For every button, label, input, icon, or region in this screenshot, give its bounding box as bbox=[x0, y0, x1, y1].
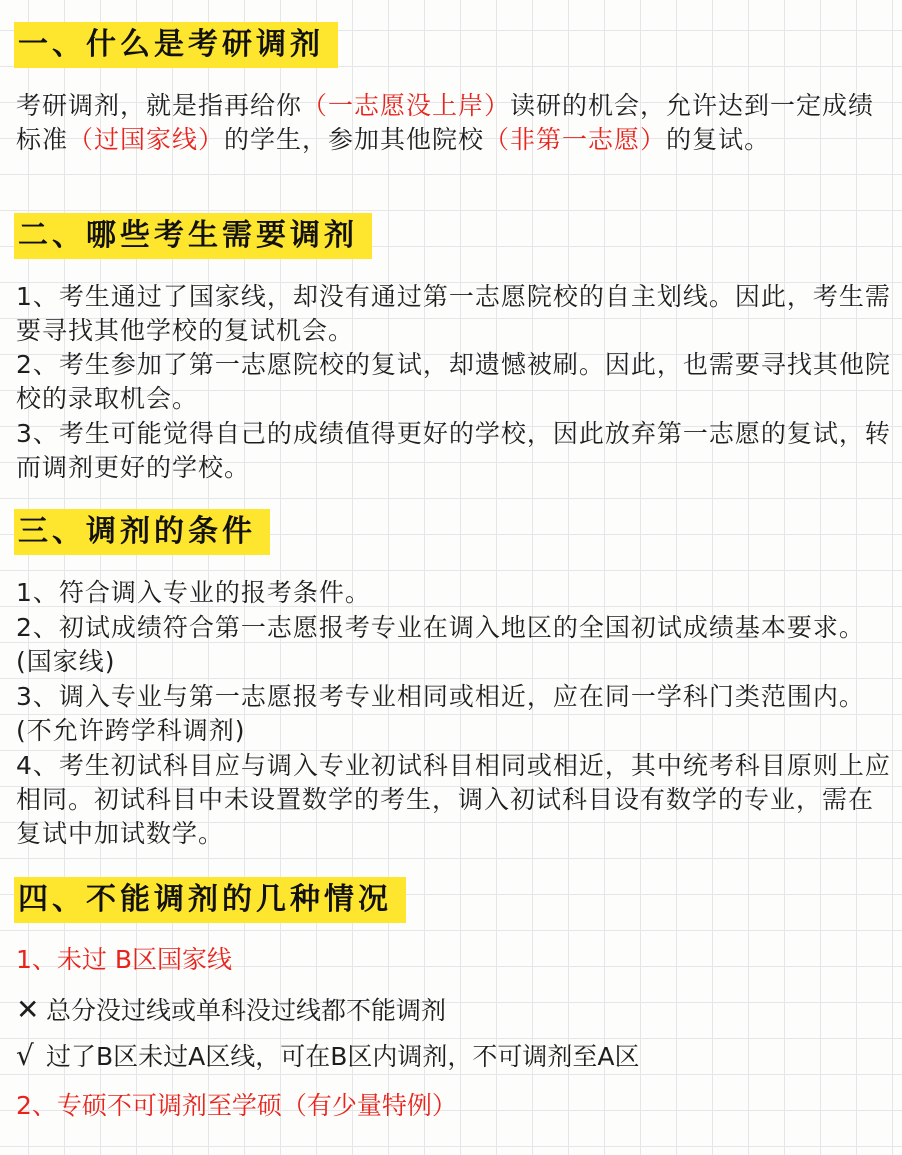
section-2-item-3: 3、考生可能觉得自己的成绩值得更好的学校，因此放弃第一志愿的复试，转而调剂更好的学校。 bbox=[16, 419, 891, 482]
check-row-text: 过了B区未过A区线，可在B区内调剂，不可调剂至A区 bbox=[46, 1042, 640, 1071]
section-2-item-2: 2、考生参加了第一志愿院校的复试，却遗憾被刷。因此，也需要寻找其他院校的录取机会。 bbox=[16, 350, 891, 413]
case-1-title: 1、未过 B区国家线 bbox=[16, 945, 233, 974]
paragraph-text: 的学生，参加其他院校 bbox=[224, 125, 485, 154]
paragraph-text: 读研的机会，允许达到一定成绩标准 bbox=[16, 91, 875, 154]
paragraph-text: 考研调剂，就是指再给你 bbox=[16, 91, 303, 120]
section-2-heading: 二、哪些考生需要调剂 bbox=[14, 213, 372, 259]
cross-row-text: 总分没过线或单科没过线都不能调剂 bbox=[46, 996, 447, 1025]
cross-icon: ✕ bbox=[16, 993, 40, 1026]
section-3-item-4: 4、考生初试科目应与调入专业初试科目相同或相近，其中统考科目原则上应相同。初试科目中未设置数学的考生，调入初试科目设有数学的专业，需在复试中加试数学。 bbox=[16, 751, 891, 848]
case-2-title: 2、专硕不可调剂至学硕（有少量特例） bbox=[16, 1091, 457, 1120]
section-3-heading: 三、调剂的条件 bbox=[14, 509, 270, 555]
check-icon: √ bbox=[16, 1039, 34, 1072]
section-1-paragraph bbox=[16, 89, 892, 157]
section-3-item-2: 2、初试成绩符合第一志愿报考专业在调入地区的全国初试成绩基本要求。(国家线) bbox=[16, 613, 865, 676]
case-1-check-row bbox=[16, 1039, 892, 1074]
highlight-text: （过国家线） bbox=[68, 125, 225, 154]
case-1-cross-row bbox=[16, 993, 892, 1028]
section-4-heading: 四、不能调剂的几种情况 bbox=[14, 877, 406, 923]
section-1-heading: 一、什么是考研调剂 bbox=[14, 22, 338, 68]
highlight-text: （一志愿没上岸） bbox=[302, 91, 511, 120]
section-3-item-1: 1、符合调入专业的报考条件。 bbox=[16, 578, 371, 607]
paragraph-text: 的复试。 bbox=[666, 125, 771, 154]
section-2-item-1: 1、考生通过了国家线，却没有通过第一志愿院校的自主划线。因此，考生需要寻找其他学校的复试机会。 bbox=[16, 282, 891, 345]
section-3-item-3: 3、调入专业与第一志愿报考专业相同或相近，应在同一学科门类范围内。(不允许跨学科调剂) bbox=[16, 682, 865, 745]
highlight-text: （非第一志愿） bbox=[484, 125, 667, 154]
